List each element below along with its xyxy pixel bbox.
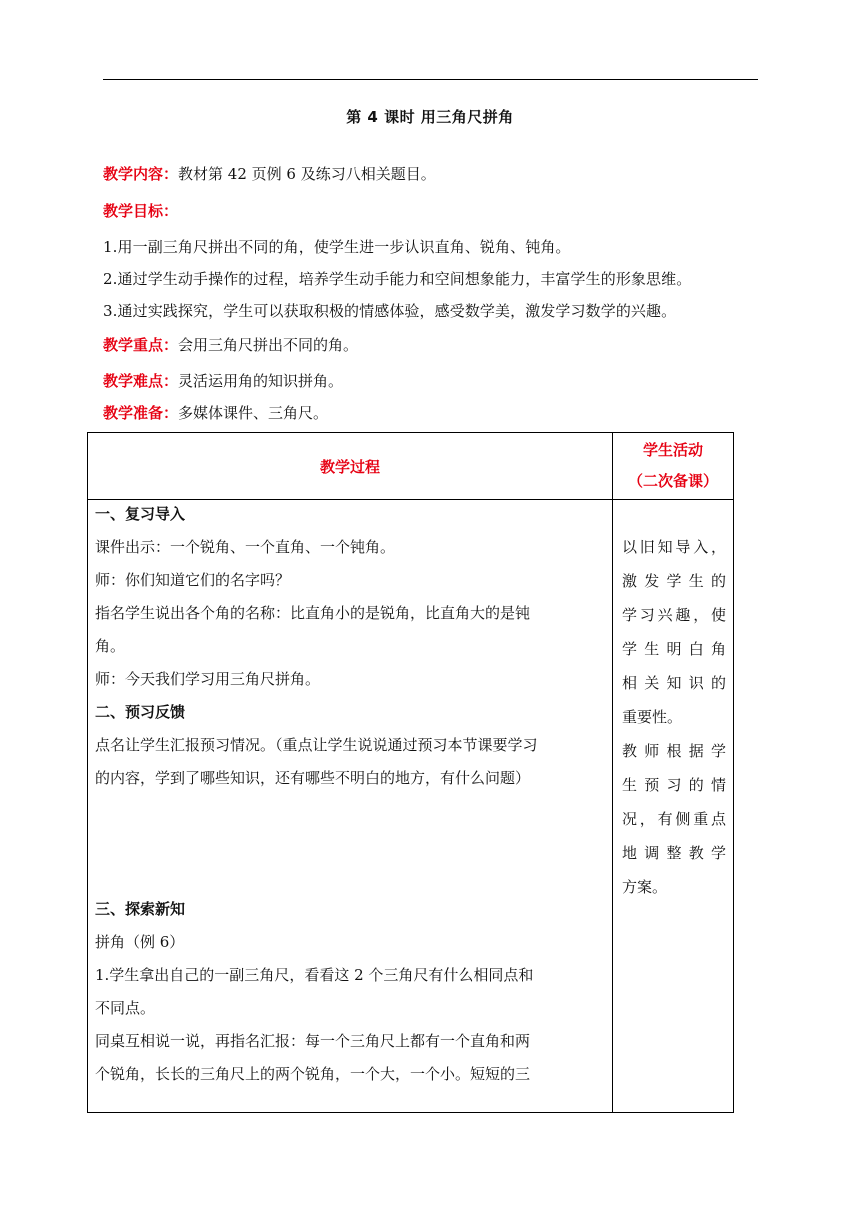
process-line: 指名学生说出各个角的名称：比直角小的是锐角，比直角大的是钝 (95, 604, 531, 622)
process-line: 不同点。 (95, 999, 156, 1017)
key-point-label: 教学重点： (103, 336, 179, 354)
preparation-text: 多媒体课件、三角尺。 (178, 404, 329, 422)
difficulty-label: 教学难点： (103, 372, 179, 390)
student-activity-cell (613, 500, 734, 1113)
process-line: 师：今天我们学习用三角尺拼角。 (95, 670, 321, 688)
section-heading: 二、预习反馈 (95, 703, 186, 721)
process-cell (88, 500, 613, 1113)
process-line: 角。 (95, 637, 126, 655)
process-line: 师：你们知道它们的名字吗？ (95, 571, 291, 589)
activity-note-line: 相关知识的 (622, 674, 726, 692)
lesson-plan-table (87, 432, 734, 1113)
goal-item: 3.通过实践探究，学生可以获取积极的情感体验，感受数学美，激发学习数学的兴趣。 (103, 302, 677, 320)
activity-note-line: 生预习的情 (622, 776, 726, 794)
difficulty-text: 灵活运用角的知识拼角。 (178, 372, 344, 390)
process-line: 拼角（例 6） (95, 933, 185, 951)
process-line: 个锐角，长长的三角尺上的两个锐角，一个大，一个小。短短的三 (95, 1065, 531, 1083)
teaching-content (103, 163, 763, 185)
process-line: 的内容，学到了哪些知识，还有哪些不明白的地方，有什么问题） (95, 769, 531, 787)
activity-note-line: 教师根据学 (622, 742, 726, 760)
process-line: 点名让学生汇报预习情况。（重点让学生说说通过预习本节课要学习 (95, 736, 538, 754)
activity-note-line: 况，有侧重点 (622, 810, 726, 828)
student-activity-header (613, 433, 734, 500)
process-line: 1.学生拿出自己的一副三角尺，看看这 2 个三角尺有什么相同点和 (95, 966, 534, 984)
key-point-text: 会用三角尺拼出不同的角。 (178, 336, 359, 354)
preparation (103, 402, 763, 424)
preparation-label: 教学准备： (103, 404, 179, 422)
student-activity-title: 学生活动 (642, 441, 703, 459)
teaching-goals-label: 教学目标： (103, 202, 179, 220)
goal-item: 1.用一副三角尺拼出不同的角，使学生进一步认识直角、锐角、钝角。 (103, 238, 571, 256)
activity-note-line: 激发学生的 (622, 572, 726, 590)
activity-note-line: 方案。 (622, 878, 668, 896)
process-header: 教学过程 (88, 433, 613, 500)
activity-note-line: 学习兴趣，使 (622, 606, 726, 624)
process-line: 同桌互相说一说，再指名汇报：每一个三角尺上都有一个直角和两 (95, 1032, 531, 1050)
lesson-title: 第 4 课时 用三角尺拼角 (346, 108, 514, 126)
activity-note-line: 学生明白角 (622, 640, 726, 658)
activity-note-line: 以旧知导入， (622, 538, 726, 556)
difficulty (103, 370, 763, 392)
teaching-content-label: 教学内容： (103, 165, 179, 183)
goal-item: 2.通过学生动手操作的过程，培养学生动手能力和空间想象能力，丰富学生的形象思维。 (103, 270, 692, 288)
table-body-row (88, 500, 734, 1113)
second-prep-title: （二次备课） (627, 472, 718, 490)
key-point (103, 334, 763, 356)
teaching-goals-heading (103, 200, 763, 222)
process-line: 课件出示：一个锐角、一个直角、一个钝角。 (95, 538, 396, 556)
activity-note-line: 重要性。 (622, 708, 683, 726)
teaching-content-text: 教材第 42 页例 6 及练习八相关题目。 (178, 165, 436, 183)
table-header-row (88, 433, 734, 500)
header-rule (103, 79, 758, 80)
activity-note-line: 地调整教学 (622, 844, 726, 862)
section-heading: 三、探索新知 (95, 900, 186, 918)
section-heading: 一、复习导入 (95, 505, 186, 523)
